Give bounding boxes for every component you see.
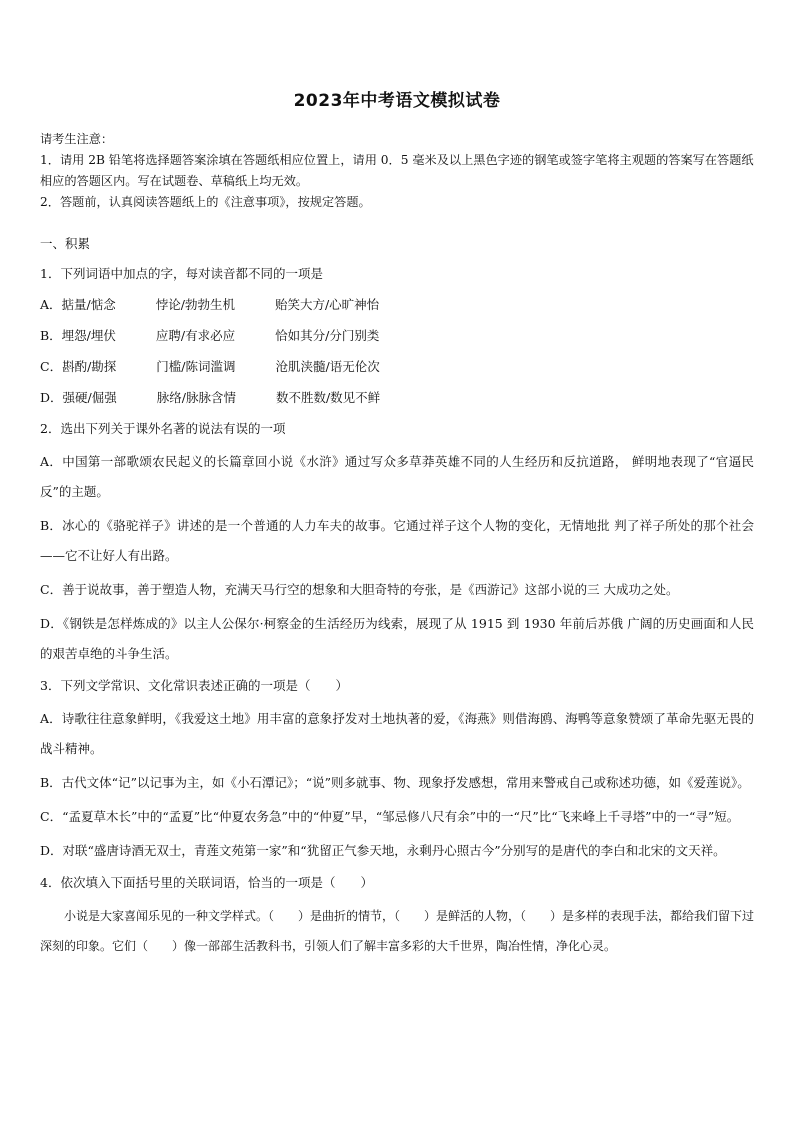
question-1-option-d [40, 385, 754, 410]
question-4-passage: 小说是大家喜闻乐见的一种文学样式。（ ）是曲折的情节，（ ）是鲜活的人物，（ ）是多样的表现手法，都给我们留下过深刻的印象。它们（ ）像一部部生活教科书，引领人们了解丰富多彩的大千世界，陶冶性情，净化心灵。 [40, 909, 755, 953]
question-1-stem: 1．下列词语中加点的字，每对读音都不同的一项是 [40, 266, 323, 281]
exam-notice [40, 129, 754, 213]
notice-item-1: 1．请用 2B 铅笔将选择题答案涂填在答题纸相应位置上，请用 0．5 毫米及以上黑色字迹的钢笔或签字笔将主观题的答案写在答题纸相应的答题区内。写在试题卷、草稿纸上均无效。 [40, 153, 754, 188]
notice-item-2: 2．答题前，认真阅读答题纸上的《注意事项》，按规定答题。 [40, 195, 371, 209]
question-2-option-a: A．中国第一部歌颂农民起义的长篇章回小说《水浒》通过写众多草莽英雄不同的人生经历和反抗道路， 鲜明地表现了“官逼民反”的主题。 [40, 454, 754, 499]
question-2-option-c: C．善于说故事，善于塑造人物，充满天马行空的想象和大胆奇特的夸张，是《西游记》这部小说的三 大成功之处。 [40, 582, 679, 597]
question-2-option-d: D．《钢铁是怎样炼成的》以主人公保尔·柯察金的生活经历为线索，展现了从 1915 到 1930 年前后苏俄 广阔的历史画面和人民的艰苦卓绝的斗争生活。 [40, 616, 754, 661]
option-part: 门槛/陈词滥调 [156, 359, 236, 374]
question-3-option-a: A．诗歌往往意象鲜明，《我爱这土地》用丰富的意象抒发对土地执著的爱，《海燕》则借海鸥、海鸭等意象赞颂了革命先驱无畏的战斗精神。 [40, 711, 754, 756]
question-2-option-b: B．冰心的《骆驼祥子》讲述的是一个普通的人力车夫的故事。它通过祥子这个人物的变化，无情地批 判了祥子所处的那个社会——它不让好人有出路。 [40, 518, 754, 563]
question-1-option-c [40, 354, 754, 379]
option-part: 脉络/脉脉含情 [156, 390, 236, 405]
section-heading: 一、积累 [40, 236, 91, 251]
question-2-stem: 2．选出下列关于课外名著的说法有误的一项 [40, 421, 286, 436]
option-part: 悖论/勃勃生机 [155, 297, 235, 312]
option-part: D．强硬/倔强 [40, 390, 117, 405]
option-part: A．掂量/惦念 [40, 297, 116, 312]
question-1-option-b [40, 323, 754, 348]
notice-heading: 请考生注意： [40, 132, 114, 146]
option-part: B．埋怨/埋伏 [40, 328, 116, 343]
question-3-stem: 3．下列文学常识、文化常识表述正确的一项是（ ） [40, 678, 348, 693]
option-part: 贻笑大方/心旷神怡 [274, 297, 380, 312]
question-4-stem: 4．依次填入下面括号里的关联词语，恰当的一项是（ ） [40, 875, 373, 890]
page-title: 2023年中考语文模拟试卷 [293, 91, 501, 111]
question-3-option-d: D．对联“盛唐诗酒无双士，青莲文苑第一家”和“犹留正气参天地，永剩丹心照古今”分别写的是唐代的李白和北宋的文天祥。 [40, 843, 726, 858]
question-3-option-b: B．古代文体“记”以记事为主，如《小石潭记》；“说”则多就事、物、现象抒发感想，常用来警戒自己或称述功德，如《爱莲说》。 [40, 775, 750, 790]
option-part: C．斟酌/勘探 [40, 359, 117, 374]
question-1-option-a [40, 292, 754, 317]
option-part: 应聘/有求必应 [155, 328, 236, 343]
option-part: 恰如其分/分门别类 [275, 328, 380, 343]
option-part: 数不胜数/数见不鲜 [275, 390, 381, 405]
option-part: 沧肌浃髓/语无伦次 [275, 359, 380, 374]
question-3-option-c: C．“孟夏草木长”中的“孟夏”比“仲夏农务急”中的“仲夏”早，“邹忌修八尺有余”中的一“尺”比“飞来峰上千寻塔”中的一“寻”短。 [40, 809, 740, 824]
